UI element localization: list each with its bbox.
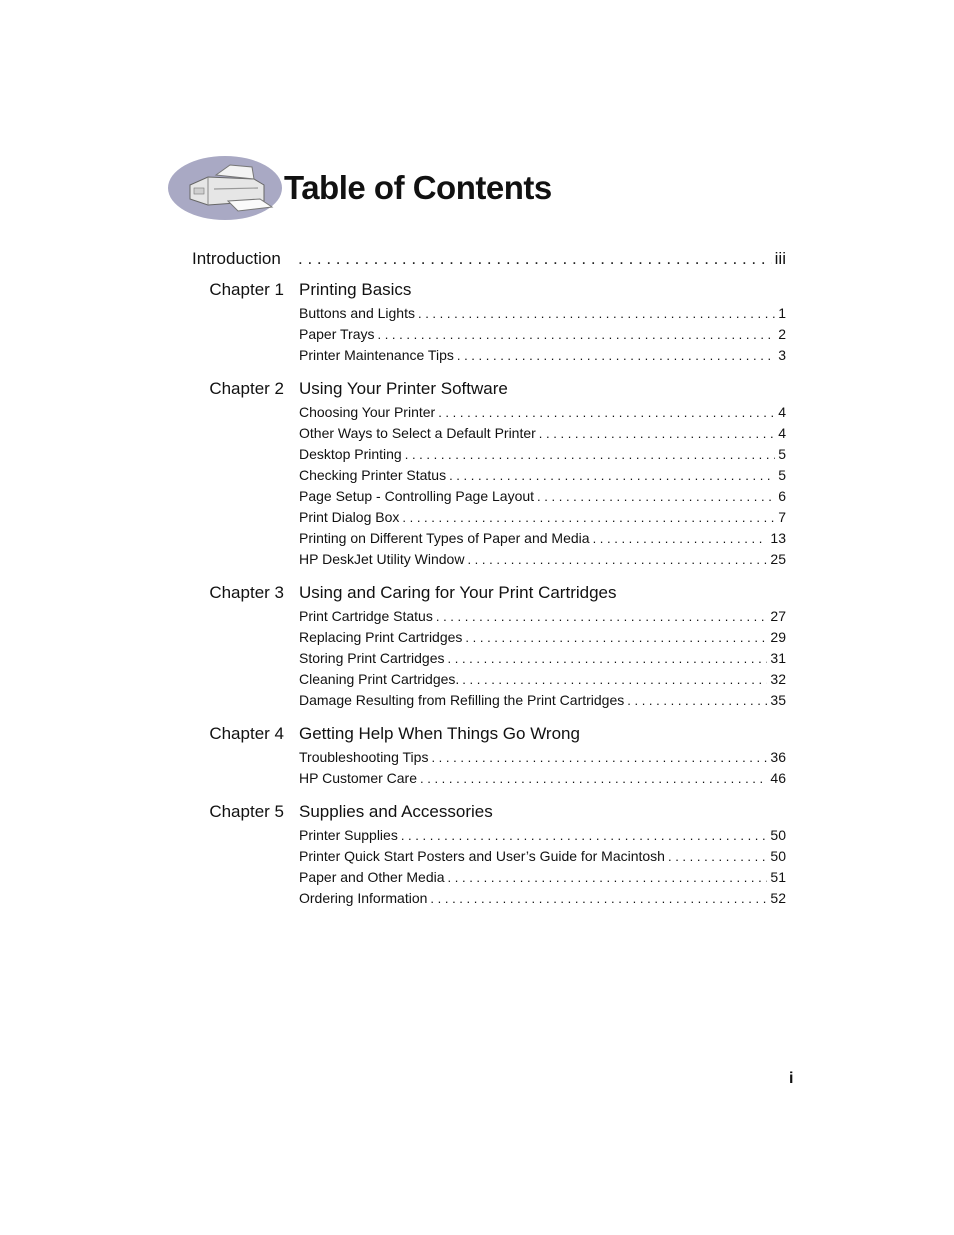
dot-leader [457,348,775,363]
entry-page: 27 [770,608,786,624]
toc-entry[interactable] [299,530,786,551]
toc-entry[interactable] [299,326,786,347]
entry-title: Checking Printer Status [299,467,447,483]
entry-page: 4 [778,425,786,441]
chapter-entries [299,749,786,791]
toc-entry[interactable] [299,770,786,791]
dot-leader [430,891,767,906]
chapter-title: Using and Caring for Your Print Cartridges [299,583,617,602]
toc-entry[interactable] [299,869,786,890]
dot-leader [467,552,767,567]
chapter-entries [299,827,786,911]
entry-title: Paper and Other Media [299,869,445,885]
entry-title: Printing on Different Types of Paper and Media [299,530,590,546]
entry-page: 35 [770,692,786,708]
dot-leader [436,609,768,624]
dot-leader [539,426,775,441]
toc-entry[interactable] [299,629,786,650]
dot-leader [402,510,775,525]
entry-title: Buttons and Lights [299,305,415,321]
toc-entry[interactable] [299,446,786,467]
toc-entry[interactable] [299,671,786,692]
entry-title: HP DeskJet Utility Window [299,551,465,567]
dot-leader [449,468,775,483]
entry-page: 13 [770,530,786,546]
entry-title: Page Setup - Controlling Page Layout [299,488,535,504]
entry-page: 3 [778,347,786,363]
page-number: i [789,1070,794,1087]
dot-leader [418,306,775,321]
entry-title: Printer Maintenance Tips [299,347,454,363]
dot-leader [401,828,768,843]
entry-title: Ordering Information [299,890,428,906]
entry-title: Printer Quick Start Posters and User’s Guide for Macintosh [299,848,665,864]
chapter-label: Chapter 2 [209,379,284,398]
entry-page: 7 [778,509,786,525]
chapter-entries [299,404,786,572]
dot-leader [668,849,767,864]
entry-page: 5 [778,467,786,483]
toc-entry[interactable] [299,749,786,770]
toc-entry[interactable] [299,827,786,848]
entry-page: 50 [770,848,786,864]
chapter-title: Using Your Printer Software [299,379,508,398]
toc-entry[interactable] [299,608,786,629]
chapter-title: Printing Basics [299,280,412,299]
dot-leader [627,693,767,708]
entry-title: Damage Resulting from Refilling the Print Cartridges [299,692,625,708]
toc-entry[interactable] [299,848,786,869]
chapter-label: Chapter 5 [209,802,284,821]
chapter-title: Getting Help When Things Go Wrong [299,724,580,743]
entry-page: 1 [778,305,786,321]
chapter-label: Chapter 3 [209,583,284,602]
page-title: Table of Contents [284,169,552,206]
entry-page: 4 [778,404,786,420]
dot-leader [405,447,775,462]
entry-page: 31 [770,650,786,666]
entry-page: 29 [770,629,786,645]
chapter-label: Chapter 4 [209,724,284,743]
entry-title: HP Customer Care [299,770,418,786]
toc-entry[interactable] [299,509,786,530]
entry-page: 2 [778,326,786,342]
toc-entry[interactable] [299,404,786,425]
entry-title: Storing Print Cartridges [299,650,445,666]
entry-title: Paper Trays [299,326,375,342]
entry-title: Replacing Print Cartridges [299,629,463,645]
dot-leader [448,651,768,666]
introduction-row [298,249,786,269]
dot-leader [593,531,768,546]
toc-entry[interactable] [299,551,786,572]
entry-page: 52 [770,890,786,906]
dot-leader [465,630,767,645]
toc-entry[interactable] [299,347,786,368]
entry-page: 50 [770,827,786,843]
chapter-entries [299,608,786,713]
entry-title: Print Cartridge Status [299,608,433,624]
dot-leader [298,249,772,269]
chapter-entries [299,305,786,368]
dot-leader [420,771,767,786]
entry-title: Cleaning Print Cartridges. [299,671,460,687]
dot-leader [377,327,775,342]
toc-entry[interactable] [299,488,786,509]
entry-title: Desktop Printing [299,446,402,462]
dot-leader [431,750,767,765]
dot-leader [462,672,767,687]
toc-entry[interactable] [299,305,786,326]
entry-page: 36 [770,749,786,765]
entry-title: Troubleshooting Tips [299,749,429,765]
entry-title: Print Dialog Box [299,509,400,525]
toc-entry[interactable] [299,650,786,671]
entry-title: Other Ways to Select a Default Printer [299,425,536,441]
chapter-label: Chapter 1 [209,280,284,299]
toc-entry[interactable] [299,692,786,713]
introduction-label: Introduction [192,249,281,268]
entry-page: 32 [770,671,786,687]
entry-page: 5 [778,446,786,462]
chapter-title: Supplies and Accessories [299,802,493,821]
entry-page: 51 [770,869,786,885]
toc-entry[interactable] [299,425,786,446]
toc-entry[interactable] [299,467,786,488]
dot-leader [537,489,775,504]
entry-title: Printer Supplies [299,827,398,843]
printer-icon [168,155,284,221]
toc-header [168,155,588,225]
toc-entry[interactable] [299,890,786,911]
dot-leader [448,870,768,885]
entry-page: 25 [770,551,786,567]
entry-page: 46 [770,770,786,786]
entry-page: 6 [778,488,786,504]
dot-leader [438,405,775,420]
entry-title: Choosing Your Printer [299,404,436,420]
introduction-page: iii [774,249,786,268]
